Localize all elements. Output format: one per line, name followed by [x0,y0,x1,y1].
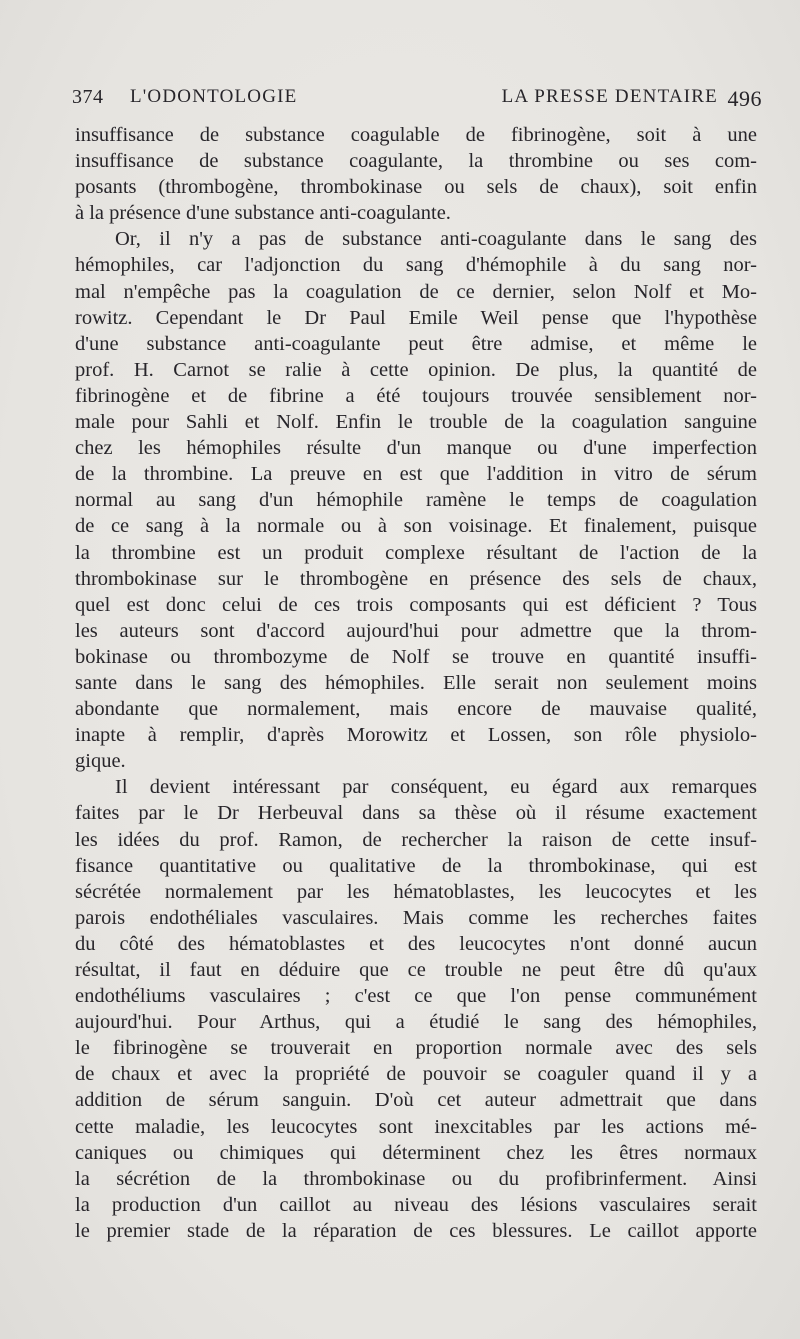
paragraph-first-line: Or, il n'y a pas de substance anti-coagulante dans le sang des [115,228,757,251]
text-line: abondante que normalement, mais encore de mauvaise qualité, [75,698,757,721]
text-line: de chaux et avec la propriété de pouvoir se coaguler quand il y a [75,1063,757,1086]
text-line: chez les hémophiles résulte d'un manque ou d'une imperfection [75,437,757,460]
left-journal-title: L'ODONTOLOGIE [130,86,298,107]
text-line: addition de sérum sanguin. D'où cet auteur admettrait que dans [75,1089,757,1112]
text-line: la production d'un caillot au niveau des lésions vasculaires serait [75,1193,757,1216]
text-line: faites par le Dr Herbeuval dans sa thèse où il résume exactement [75,802,757,825]
text-line: male pour Sahli et Nolf. Enfin le trouble de la coagulation sanguine [75,411,757,434]
right-journal-title: LA PRESSE DENTAIRE [501,86,718,107]
text-line: posants (thrombogène, thrombokinase ou sels de chaux), soit enfin [75,176,757,199]
text-line: bokinase ou thrombozyme de Nolf se trouve en quantité insuffi- [75,645,757,668]
text-line: normal au sang d'un hémophile ramène le temps de coagulation [75,489,757,512]
text-line: du côté des hématoblastes et des leucocytes n'ont donné aucun [75,932,757,955]
text-line: fisance quantitative ou qualitative de la thrombokinase, qui est [75,854,757,877]
text-line: endothéliums vasculaires ; c'est ce que l'on pense communément [75,985,757,1008]
running-header [72,86,762,116]
text-line: de ce sang à la normale ou à son voisinage. Et finalement, puisque [75,515,757,538]
paragraph-first-line: Il devient intéressant par conséquent, eu égard aux remarques [115,776,757,799]
text-line: quel est donc celui de ces trois composants qui est déficient ? Tous [75,593,757,616]
text-line: rowitz. Cependant le Dr Paul Emile Weil pense que l'hypothèse [75,306,757,329]
text-line: le premier stade de la réparation de ces blessures. Le caillot apporte [75,1219,757,1242]
text-line: les auteurs sont d'accord aujourd'hui pour admettre que la throm- [75,619,757,642]
text-line: hémophiles, car l'adjonction du sang d'hémophile à du sang nor- [75,254,757,277]
text-line: de la thrombine. La preuve en est que l'addition in vitro de sérum [75,463,757,486]
text-line: caniques ou chimiques qui déterminent chez les êtres normaux [75,1141,757,1164]
text-line: sécrétée normalement par les hématoblastes, les leucocytes et les [75,880,757,903]
text-line: aujourd'hui. Pour Arthus, qui a étudié le sang des hémophiles, [75,1011,757,1034]
text-line: cette maladie, les leucocytes sont inexcitables par les actions mé- [75,1115,757,1138]
text-line: insuffisance de substance coagulable de fibrinogène, soit à une [75,124,757,146]
text-line: gique. [75,750,126,773]
text-line: à la présence d'une substance anti-coagulante. [75,202,451,225]
text-line: prof. H. Carnot se ralie à cette opinion. De plus, la quantité de [75,358,757,381]
text-line: sante dans le sang des hémophiles. Elle serait non seulement moins [75,671,757,694]
text-line: fibrinogène et de fibrine a été toujours trouvée sensiblement nor- [75,384,757,407]
text-line: les idées du prof. Ramon, de rechercher la raison de cette insuf- [75,828,757,851]
text-line: la thrombine est un produit complexe résultant de l'action de la [75,541,757,564]
text-line: thrombokinase sur le thrombogène en présence des sels de chaux, [75,567,757,590]
body-text [75,122,757,1244]
text-line: insuffisance de substance coagulante, la thrombine ou ses com- [75,150,757,173]
text-line: parois endothéliales vasculaires. Mais comme les recherches faites [75,906,757,929]
text-line: mal n'empêche pas la coagulation de ce dernier, selon Nolf et Mo- [75,280,757,303]
text-line: résultat, il faut en déduire que ce trouble ne peut être dû qu'aux [75,959,757,981]
text-line: d'une substance anti-coagulante peut être admise, et même le [75,332,757,355]
text-line: inapte à remplir, d'après Morowitz et Lossen, son rôle physiolo- [75,724,757,747]
right-page-number: 496 [727,86,762,111]
text-line: la sécrétion de la thrombokinase ou du profibrinferment. Ainsi [75,1167,757,1190]
left-page-number: 374 [72,86,104,108]
text-line: le fibrinogène se trouverait en proportion normale avec des sels [75,1037,757,1060]
